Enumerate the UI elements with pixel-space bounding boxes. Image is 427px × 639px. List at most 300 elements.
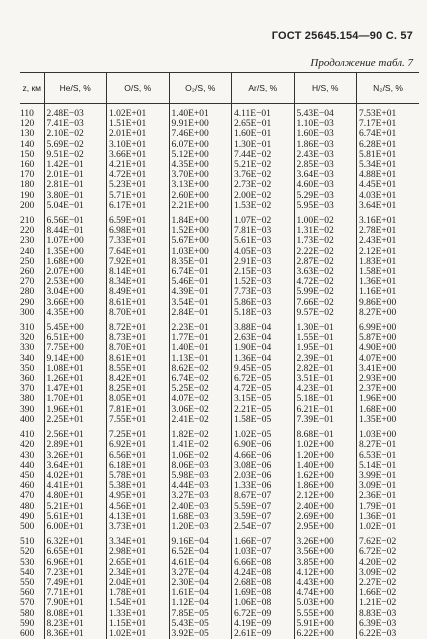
column-header: He/S, % bbox=[44, 73, 107, 104]
value-cell: 3.59E−07 bbox=[232, 512, 295, 522]
value-cell: 3.70E+00 bbox=[169, 170, 232, 180]
value-cell: 1.55E−01 bbox=[294, 333, 357, 343]
value-cell: 1.69E−08 bbox=[232, 588, 295, 598]
value-cell: 1.47E+01 bbox=[44, 384, 107, 394]
value-cell: 6.96E+01 bbox=[44, 558, 107, 568]
value-cell: 1.42E−01 bbox=[44, 160, 107, 170]
value-cell: 1.51E+01 bbox=[107, 119, 170, 129]
value-cell: 1.06E−02 bbox=[169, 451, 232, 461]
value-cell: 6.22E−03 bbox=[357, 629, 420, 639]
table-row bbox=[20, 333, 419, 343]
value-cell: 8.83E−03 bbox=[357, 609, 420, 619]
table-row bbox=[20, 578, 419, 588]
value-cell: 6.22E+00 bbox=[294, 629, 357, 639]
value-cell: 2.07E+00 bbox=[44, 267, 107, 277]
value-cell: 1.02E−01 bbox=[357, 522, 420, 532]
value-cell: 1.61E−04 bbox=[169, 588, 232, 598]
altitude-cell: 190 bbox=[20, 191, 44, 201]
value-cell: 1.02E−05 bbox=[232, 430, 295, 440]
value-cell: 1.53E−02 bbox=[232, 201, 295, 211]
value-cell: 1.41E−02 bbox=[169, 440, 232, 450]
value-cell: 2.65E+01 bbox=[107, 558, 170, 568]
table-row bbox=[20, 588, 419, 598]
table-row bbox=[20, 267, 419, 277]
altitude-cell: 460 bbox=[20, 481, 44, 491]
value-cell: 2.25E+01 bbox=[44, 415, 107, 425]
table-row bbox=[20, 323, 419, 333]
value-cell: 2.43E+01 bbox=[357, 236, 420, 246]
value-cell: 2.01E+01 bbox=[107, 129, 170, 139]
table-row bbox=[20, 394, 419, 404]
altitude-cell: 540 bbox=[20, 568, 44, 578]
page-header: ГОСТ 25645.154—90 С. 57 bbox=[0, 30, 413, 42]
value-cell: 3.34E+01 bbox=[107, 537, 170, 547]
value-cell: 4.72E+01 bbox=[107, 170, 170, 180]
value-cell: 7.39E−01 bbox=[294, 415, 357, 425]
altitude-cell: 130 bbox=[20, 129, 44, 139]
value-cell: 6.52E−04 bbox=[169, 547, 232, 557]
value-cell: 5.46E−01 bbox=[169, 277, 232, 287]
value-cell: 7.85E−05 bbox=[169, 609, 232, 619]
value-cell: 4.11E−01 bbox=[232, 109, 295, 119]
value-cell: 2.43E−03 bbox=[294, 150, 357, 160]
value-cell: 5.55E+00 bbox=[294, 609, 357, 619]
value-cell: 3.09E−02 bbox=[357, 568, 420, 578]
value-cell: 1.82E−02 bbox=[169, 430, 232, 440]
table-row bbox=[20, 150, 419, 160]
value-cell: 7.46E+00 bbox=[169, 129, 232, 139]
value-cell: 3.66E+01 bbox=[107, 150, 170, 160]
value-cell: 2.27E−02 bbox=[357, 578, 420, 588]
value-cell: 2.39E−01 bbox=[294, 354, 357, 364]
value-cell: 6.65E+01 bbox=[44, 547, 107, 557]
value-cell: 1.02E+00 bbox=[294, 440, 357, 450]
value-cell: 2.93E+00 bbox=[357, 374, 420, 384]
table-row bbox=[20, 619, 419, 629]
value-cell: 5.25E−02 bbox=[169, 384, 232, 394]
altitude-cell: 480 bbox=[20, 502, 44, 512]
value-cell: 7.49E+01 bbox=[44, 578, 107, 588]
altitude-cell: 270 bbox=[20, 277, 44, 287]
altitude-cell: 300 bbox=[20, 308, 44, 318]
value-cell: 3.26E+01 bbox=[44, 451, 107, 461]
value-cell: 2.69E+00 bbox=[294, 512, 357, 522]
value-cell: 8.44E−01 bbox=[44, 226, 107, 236]
table-row bbox=[20, 451, 419, 461]
value-cell: 2.87E−02 bbox=[294, 257, 357, 267]
altitude-cell: 500 bbox=[20, 522, 44, 532]
value-cell: 5.34E+01 bbox=[357, 160, 420, 170]
value-cell: 1.73E−02 bbox=[294, 236, 357, 246]
table-row bbox=[20, 364, 419, 374]
value-cell: 6.56E−01 bbox=[44, 216, 107, 226]
column-header: Ar/S, % bbox=[232, 73, 295, 104]
value-cell: 1.40E+00 bbox=[294, 461, 357, 471]
value-cell: 5.12E+00 bbox=[169, 150, 232, 160]
table-row bbox=[20, 461, 419, 471]
altitude-cell: 290 bbox=[20, 298, 44, 308]
value-cell: 1.02E+01 bbox=[107, 109, 170, 119]
value-cell: 3.10E+01 bbox=[107, 140, 170, 150]
table-row bbox=[20, 354, 419, 364]
value-cell: 6.32E+01 bbox=[44, 537, 107, 547]
value-cell: 2.53E+00 bbox=[44, 277, 107, 287]
value-cell: 3.16E+01 bbox=[357, 216, 420, 226]
table-row bbox=[20, 140, 419, 150]
value-cell: 6.66E−08 bbox=[232, 558, 295, 568]
value-cell: 1.12E−04 bbox=[169, 598, 232, 608]
value-cell: 1.77E−01 bbox=[169, 333, 232, 343]
table-row bbox=[20, 191, 419, 201]
value-cell: 1.83E+01 bbox=[357, 257, 420, 267]
value-cell: 5.43E−04 bbox=[294, 109, 357, 119]
altitude-cell: 230 bbox=[20, 236, 44, 246]
table-row bbox=[20, 160, 419, 170]
altitude-cell: 180 bbox=[20, 180, 44, 190]
value-cell: 4.74E+00 bbox=[294, 588, 357, 598]
value-cell: 2.82E−01 bbox=[294, 364, 357, 374]
altitude-cell: 430 bbox=[20, 451, 44, 461]
value-cell: 1.90E−04 bbox=[232, 343, 295, 353]
value-cell: 1.13E−01 bbox=[169, 354, 232, 364]
altitude-cell: 120 bbox=[20, 119, 44, 129]
value-cell: 5.38E+01 bbox=[107, 481, 170, 491]
altitude-cell: 110 bbox=[20, 109, 44, 119]
value-cell: 2.41E−02 bbox=[169, 415, 232, 425]
value-cell: 1.60E−01 bbox=[232, 129, 295, 139]
value-cell: 3.54E−01 bbox=[169, 298, 232, 308]
table-body bbox=[20, 104, 419, 639]
value-cell: 8.27E+00 bbox=[357, 308, 420, 318]
table-row bbox=[20, 481, 419, 491]
value-cell: 4.66E−06 bbox=[232, 451, 295, 461]
value-cell: 1.36E−01 bbox=[357, 512, 420, 522]
value-cell: 6.74E+01 bbox=[357, 129, 420, 139]
altitude-cell: 440 bbox=[20, 461, 44, 471]
altitude-cell: 310 bbox=[20, 323, 44, 333]
value-cell: 6.39E−03 bbox=[357, 619, 420, 629]
value-cell: 2.61E−09 bbox=[232, 629, 295, 639]
value-cell: 8.68E−01 bbox=[294, 430, 357, 440]
value-cell: 5.03E+00 bbox=[294, 598, 357, 608]
altitude-cell: 530 bbox=[20, 558, 44, 568]
table-row bbox=[20, 236, 419, 246]
altitude-cell: 160 bbox=[20, 160, 44, 170]
value-cell: 1.54E+01 bbox=[107, 598, 170, 608]
value-cell: 6.07E+00 bbox=[169, 140, 232, 150]
value-cell: 9.45E−05 bbox=[232, 364, 295, 374]
value-cell: 3.15E−05 bbox=[232, 394, 295, 404]
value-cell: 4.61E−04 bbox=[169, 558, 232, 568]
value-cell: 8.70E+01 bbox=[107, 308, 170, 318]
value-cell: 4.35E+00 bbox=[44, 308, 107, 318]
value-cell: 2.00E−02 bbox=[232, 191, 295, 201]
altitude-cell: 450 bbox=[20, 471, 44, 481]
value-cell: 1.79E−01 bbox=[357, 502, 420, 512]
altitude-cell: 320 bbox=[20, 333, 44, 343]
value-cell: 5.81E+01 bbox=[357, 150, 420, 160]
value-cell: 1.58E−05 bbox=[232, 415, 295, 425]
value-cell: 7.17E+01 bbox=[357, 119, 420, 129]
value-cell: 1.84E+00 bbox=[169, 216, 232, 226]
value-cell: 8.05E+01 bbox=[107, 394, 170, 404]
value-cell: 3.64E+01 bbox=[44, 461, 107, 471]
value-cell: 6.51E+00 bbox=[44, 333, 107, 343]
value-cell: 3.99E−01 bbox=[357, 471, 420, 481]
value-cell: 2.40E+00 bbox=[294, 502, 357, 512]
table-row bbox=[20, 119, 419, 129]
value-cell: 1.03E+00 bbox=[169, 247, 232, 257]
value-cell: 1.60E−03 bbox=[294, 129, 357, 139]
table-row bbox=[20, 287, 419, 297]
table-row bbox=[20, 491, 419, 501]
value-cell: 7.81E−03 bbox=[232, 226, 295, 236]
value-cell: 1.40E+01 bbox=[169, 109, 232, 119]
value-cell: 3.85E+00 bbox=[294, 558, 357, 568]
value-cell: 1.15E+01 bbox=[107, 619, 170, 629]
table-row bbox=[20, 440, 419, 450]
value-cell: 6.74E−01 bbox=[169, 267, 232, 277]
value-cell: 1.33E−06 bbox=[232, 481, 295, 491]
value-cell: 8.36E+01 bbox=[44, 629, 107, 639]
value-cell: 4.45E+01 bbox=[357, 180, 420, 190]
value-cell: 5.98E−03 bbox=[169, 471, 232, 481]
value-cell: 4.39E−01 bbox=[169, 287, 232, 297]
value-cell: 7.64E+01 bbox=[107, 247, 170, 257]
value-cell: 2.12E+01 bbox=[357, 247, 420, 257]
value-cell: 2.34E+01 bbox=[107, 568, 170, 578]
value-cell: 8.25E+01 bbox=[107, 384, 170, 394]
value-cell: 8.72E+01 bbox=[107, 323, 170, 333]
value-cell: 3.88E−04 bbox=[232, 323, 295, 333]
value-cell: 4.21E+01 bbox=[107, 160, 170, 170]
value-cell: 1.66E−02 bbox=[357, 588, 420, 598]
table-row bbox=[20, 522, 419, 532]
value-cell: 2.60E+00 bbox=[169, 191, 232, 201]
value-cell: 1.20E+00 bbox=[294, 451, 357, 461]
value-cell: 3.56E+00 bbox=[294, 547, 357, 557]
value-cell: 2.81E−01 bbox=[44, 180, 107, 190]
value-cell: 2.01E−01 bbox=[44, 170, 107, 180]
table-row bbox=[20, 257, 419, 267]
value-cell: 4.03E+01 bbox=[357, 191, 420, 201]
table-row bbox=[20, 129, 419, 139]
value-cell: 2.89E+01 bbox=[44, 440, 107, 450]
value-cell: 2.23E−01 bbox=[169, 323, 232, 333]
value-cell: 6.90E−06 bbox=[232, 440, 295, 450]
value-cell: 2.63E−04 bbox=[232, 333, 295, 343]
value-cell: 6.53E−01 bbox=[357, 451, 420, 461]
value-cell: 2.48E−03 bbox=[44, 109, 107, 119]
altitude-cell: 140 bbox=[20, 140, 44, 150]
value-cell: 5.87E+00 bbox=[357, 333, 420, 343]
value-cell: 1.58E+01 bbox=[357, 267, 420, 277]
value-cell: 1.68E+00 bbox=[357, 405, 420, 415]
value-cell: 2.85E−03 bbox=[294, 160, 357, 170]
value-cell: 3.06E−02 bbox=[169, 405, 232, 415]
value-cell: 6.17E+01 bbox=[107, 201, 170, 211]
value-cell: 2.03E−06 bbox=[232, 471, 295, 481]
value-cell: 2.22E−02 bbox=[294, 247, 357, 257]
value-cell: 4.95E+01 bbox=[107, 491, 170, 501]
value-cell: 4.88E+01 bbox=[357, 170, 420, 180]
table-row bbox=[20, 629, 419, 639]
value-cell: 7.75E+00 bbox=[44, 343, 107, 353]
value-cell: 8.42E+01 bbox=[107, 374, 170, 384]
value-cell: 7.25E+01 bbox=[107, 430, 170, 440]
value-cell: 1.68E−03 bbox=[169, 512, 232, 522]
value-cell: 3.04E+00 bbox=[44, 287, 107, 297]
value-cell: 2.54E−07 bbox=[232, 522, 295, 532]
value-cell: 7.62E−02 bbox=[357, 537, 420, 547]
value-cell: 6.74E−02 bbox=[169, 374, 232, 384]
value-cell: 2.84E−01 bbox=[169, 308, 232, 318]
value-cell: 1.08E+01 bbox=[44, 364, 107, 374]
value-cell: 7.66E−02 bbox=[294, 298, 357, 308]
table-continuation-caption: Продолжение табл. 7 bbox=[310, 57, 413, 69]
value-cell: 8.14E+01 bbox=[107, 267, 170, 277]
value-cell: 1.86E−03 bbox=[294, 140, 357, 150]
value-cell: 1.96E+00 bbox=[357, 394, 420, 404]
value-cell: 1.62E+00 bbox=[294, 471, 357, 481]
altitude-cell: 170 bbox=[20, 170, 44, 180]
value-cell: 5.45E+00 bbox=[44, 323, 107, 333]
altitude-cell: 240 bbox=[20, 247, 44, 257]
value-cell: 4.90E+00 bbox=[357, 343, 420, 353]
altitude-cell: 220 bbox=[20, 226, 44, 236]
value-cell: 2.30E−04 bbox=[169, 578, 232, 588]
value-cell: 2.37E+00 bbox=[357, 384, 420, 394]
value-cell: 4.41E+01 bbox=[44, 481, 107, 491]
value-cell: 7.41E−03 bbox=[44, 119, 107, 129]
value-cell: 5.14E−01 bbox=[357, 461, 420, 471]
table-row bbox=[20, 471, 419, 481]
value-cell: 9.91E+00 bbox=[169, 119, 232, 129]
table-header-row bbox=[20, 73, 419, 104]
column-header: O/S, % bbox=[107, 73, 170, 104]
table-row bbox=[20, 180, 419, 190]
value-cell: 5.61E−03 bbox=[232, 236, 295, 246]
value-cell: 5.18E−01 bbox=[294, 394, 357, 404]
altitude-cell: 260 bbox=[20, 267, 44, 277]
value-cell: 1.78E+01 bbox=[107, 588, 170, 598]
table-row bbox=[20, 512, 419, 522]
value-cell: 3.73E+01 bbox=[107, 522, 170, 532]
altitude-cell: 200 bbox=[20, 201, 44, 211]
value-cell: 2.95E+00 bbox=[294, 522, 357, 532]
value-cell: 4.23E−01 bbox=[294, 384, 357, 394]
value-cell: 1.03E+00 bbox=[357, 430, 420, 440]
value-cell: 2.15E−03 bbox=[232, 267, 295, 277]
value-cell: 4.72E−02 bbox=[294, 277, 357, 287]
value-cell: 3.41E+00 bbox=[357, 364, 420, 374]
value-cell: 6.98E+01 bbox=[107, 226, 170, 236]
altitude-cell: 560 bbox=[20, 588, 44, 598]
value-cell: 2.65E−01 bbox=[232, 119, 295, 129]
value-cell: 6.00E+01 bbox=[44, 522, 107, 532]
value-cell: 8.61E+01 bbox=[107, 354, 170, 364]
value-cell: 8.23E+01 bbox=[44, 619, 107, 629]
table-row bbox=[20, 568, 419, 578]
value-cell: 3.64E−03 bbox=[294, 170, 357, 180]
value-cell: 1.33E+01 bbox=[107, 609, 170, 619]
value-cell: 8.61E+01 bbox=[107, 298, 170, 308]
value-cell: 6.56E+01 bbox=[107, 451, 170, 461]
value-cell: 2.98E+01 bbox=[107, 547, 170, 557]
value-cell: 2.21E+00 bbox=[169, 201, 232, 211]
table-row bbox=[20, 201, 419, 211]
value-cell: 2.12E+00 bbox=[294, 491, 357, 501]
value-cell: 8.49E+01 bbox=[107, 287, 170, 297]
value-cell: 9.14E+00 bbox=[44, 354, 107, 364]
value-cell: 1.35E+00 bbox=[357, 415, 420, 425]
value-cell: 4.44E−03 bbox=[169, 481, 232, 491]
value-cell: 1.07E+00 bbox=[44, 236, 107, 246]
value-cell: 1.36E−04 bbox=[232, 354, 295, 364]
value-cell: 6.18E+01 bbox=[107, 461, 170, 471]
value-cell: 3.26E+00 bbox=[294, 537, 357, 547]
value-cell: 4.24E−08 bbox=[232, 568, 295, 578]
table-row bbox=[20, 609, 419, 619]
value-cell: 3.51E−01 bbox=[294, 374, 357, 384]
table-row bbox=[20, 109, 419, 119]
table-row bbox=[20, 277, 419, 287]
altitude-cell: 570 bbox=[20, 598, 44, 608]
table-row bbox=[20, 170, 419, 180]
altitude-cell: 400 bbox=[20, 415, 44, 425]
altitude-cell: 280 bbox=[20, 287, 44, 297]
value-cell: 8.35E−01 bbox=[169, 257, 232, 267]
altitude-cell: 150 bbox=[20, 150, 44, 160]
value-cell: 5.59E−07 bbox=[232, 502, 295, 512]
value-cell: 2.36E−01 bbox=[357, 491, 420, 501]
value-cell: 1.31E−02 bbox=[294, 226, 357, 236]
value-cell: 5.61E+01 bbox=[44, 512, 107, 522]
value-cell: 2.73E−02 bbox=[232, 180, 295, 190]
value-cell: 7.71E+01 bbox=[44, 588, 107, 598]
value-cell: 1.52E−03 bbox=[232, 277, 295, 287]
value-cell: 7.53E+01 bbox=[357, 109, 420, 119]
altitude-cell: 350 bbox=[20, 364, 44, 374]
table-row bbox=[20, 226, 419, 236]
value-cell: 1.26E+01 bbox=[44, 374, 107, 384]
value-cell: 4.60E−03 bbox=[294, 180, 357, 190]
table-row bbox=[20, 547, 419, 557]
value-cell: 6.72E−09 bbox=[232, 609, 295, 619]
table-row bbox=[20, 247, 419, 257]
value-cell: 3.27E−04 bbox=[169, 568, 232, 578]
altitude-cell: 510 bbox=[20, 537, 44, 547]
table-row bbox=[20, 598, 419, 608]
altitude-cell: 330 bbox=[20, 343, 44, 353]
table-row bbox=[20, 298, 419, 308]
value-cell: 1.95E−01 bbox=[294, 343, 357, 353]
value-cell: 3.08E−06 bbox=[232, 461, 295, 471]
value-cell: 4.72E−05 bbox=[232, 384, 295, 394]
value-cell: 3.27E−03 bbox=[169, 491, 232, 501]
altitude-cell: 370 bbox=[20, 384, 44, 394]
value-cell: 6.72E−02 bbox=[357, 547, 420, 557]
value-cell: 1.30E−01 bbox=[294, 323, 357, 333]
value-cell: 3.13E+00 bbox=[169, 180, 232, 190]
value-cell: 4.13E+01 bbox=[107, 512, 170, 522]
table-row bbox=[20, 405, 419, 415]
value-cell: 4.05E−03 bbox=[232, 247, 295, 257]
table-row bbox=[20, 502, 419, 512]
value-cell: 6.92E+01 bbox=[107, 440, 170, 450]
value-cell: 2.04E+01 bbox=[107, 578, 170, 588]
value-cell: 8.08E+01 bbox=[44, 609, 107, 619]
